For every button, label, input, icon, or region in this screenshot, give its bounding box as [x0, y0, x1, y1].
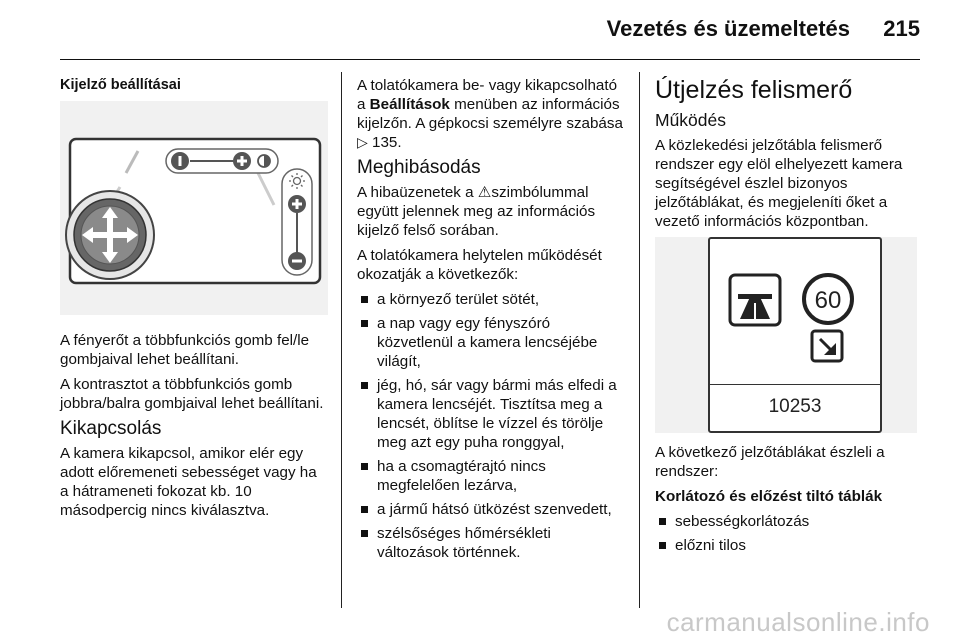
section-heading-operation: Működés [655, 110, 727, 130]
sign-display-panel [708, 237, 882, 433]
section-heading-off: Kikapcsolás [60, 418, 162, 439]
panel-divider [710, 384, 880, 385]
paragraph: A következő jelzőtáblákat észleli a rendszer: [655, 444, 885, 480]
text-run: A tolatókamera be- vagy kikapcsolható a [357, 77, 618, 113]
speed-limit-sign-icon [804, 275, 852, 323]
traffic-sign-figure [655, 237, 917, 433]
list-item: szélsőséges hőmérsékleti változások történnek. [357, 524, 625, 562]
figure-number: 10253 [768, 396, 822, 417]
menu-name: Beállítások [369, 96, 450, 113]
paragraph [357, 76, 625, 152]
paragraph: A tolatókamera helytelen működését okozatják a következők: [357, 247, 602, 283]
sub-heading: Korlátozó és előzést tiltó táblák [655, 488, 883, 505]
paragraph: A közlekedési jelzőtábla felismerő rendszer egy elöl elhelyezett kamera segítségével észlel bizonyos jelzőtáblákat, és megjeleníti őket a vezető információs központban. [655, 137, 903, 230]
motorway-sign-icon [730, 275, 780, 325]
list-item: ha a csomagtérajtó nincs megfelelően lezárva, [357, 457, 625, 495]
warning-triangle-icon: ⚠ [477, 184, 492, 201]
page-header [0, 0, 960, 62]
sign-type-list [655, 512, 923, 555]
column-1 [60, 76, 328, 526]
triangle-right-icon: ▷ [357, 134, 368, 150]
list-item: jég, hó, sár vagy bármi más elfedi a kamera lencséjét. Tisztítsa meg a lencsét, öblítse le vízzel és törölje meg azt egy puha ronggyal, [357, 376, 625, 452]
list-item: a nap vagy egy fényszóró közvetlenül a kamera lencséjébe világít, [357, 314, 625, 371]
header-title: Vezetés és üzemeltetés [606, 16, 850, 41]
text-run: szimbólummal együtt jelennek meg az információs kijelző felső sorában. [357, 184, 596, 239]
page-section-title: Útjelzés felismerő [655, 76, 853, 104]
arrow-down-right-icon [812, 331, 842, 361]
paragraph [357, 183, 625, 240]
column-3 [655, 76, 923, 561]
paragraph: A kontrasztot a többfunkciós gomb jobbra/balra gombjaival lehet beállítani. [60, 376, 324, 412]
paragraph: A fényerőt a többfunkciós gomb fel/le gombjaival lehet beállítani. [60, 332, 310, 368]
speed-value: 60 [814, 287, 842, 314]
display-settings-illustration [60, 101, 328, 315]
display-settings-figure [60, 101, 328, 315]
list-item: sebességkorlátozás [655, 512, 923, 531]
list-item: a környező terület sötét, [357, 290, 625, 309]
fault-cause-list [357, 290, 625, 562]
text-run: A hibaüzenetek a [357, 184, 478, 201]
paragraph: A kamera kikapcsol, amikor elér egy adott előremeneti sebességet vagy ha a hátrameneti fokozat kb. 10 másodpercig nincs kiválasztva. [60, 445, 317, 519]
column-divider [341, 72, 342, 608]
list-item: a jármű hátsó ütközést szenvedett, [357, 500, 625, 519]
section-heading: Kijelző beállításai [60, 77, 181, 93]
page-reference: 135. [367, 134, 402, 151]
sign-illustration [710, 239, 880, 379]
page-number: 215 [883, 16, 920, 41]
header-rule [60, 59, 920, 60]
section-heading-fault: Meghibásodás [357, 157, 481, 178]
column-divider [639, 72, 640, 608]
contrast-icon [258, 155, 270, 167]
watermark: carmanualsonline.info [666, 607, 930, 637]
list-item: előzni tilos [655, 536, 923, 555]
column-2 [357, 76, 625, 568]
text-run: menüben az információs kijelzőn. A gépkocsi személyre szabása [357, 96, 623, 132]
